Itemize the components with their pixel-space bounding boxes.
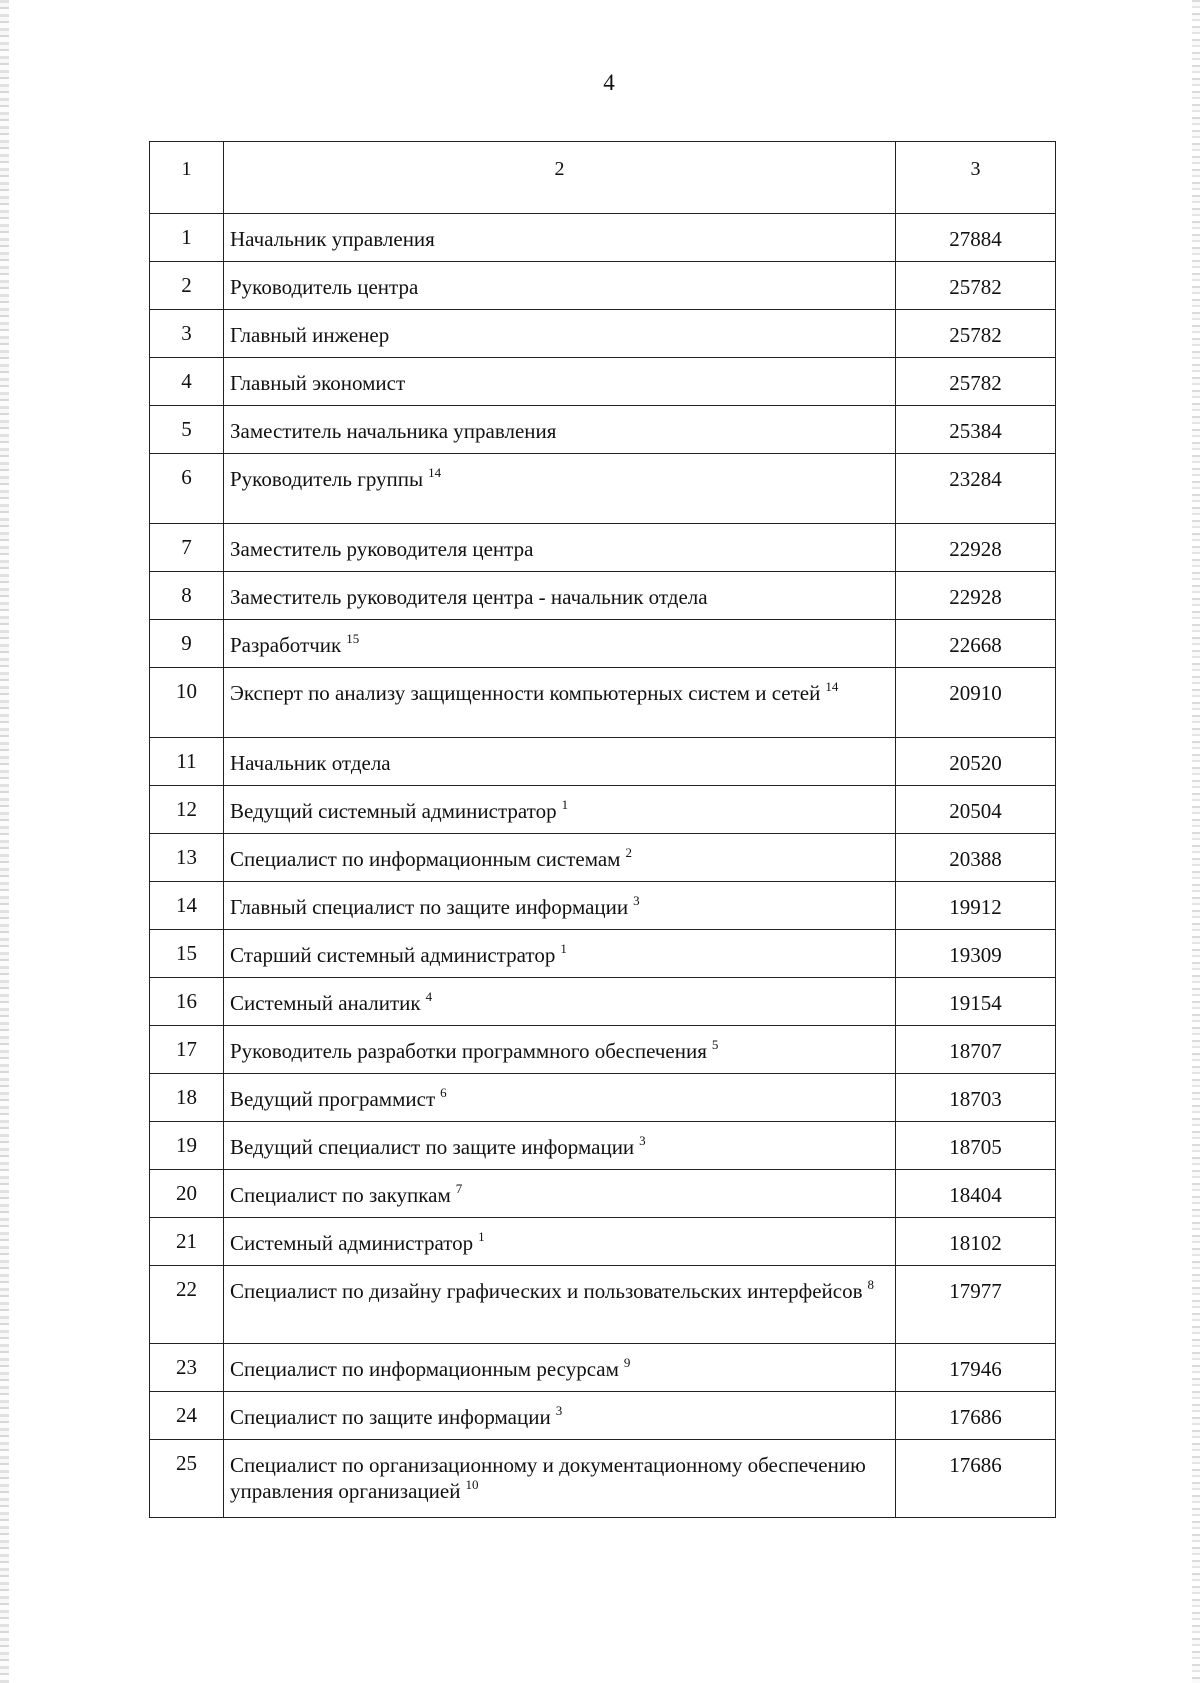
salary-value: 22928 [896, 524, 1056, 572]
row-number: 14 [150, 882, 224, 930]
table-row [150, 1170, 1056, 1218]
row-number: 17 [150, 1026, 224, 1074]
row-number: 12 [150, 786, 224, 834]
position-cell [224, 1344, 896, 1392]
position-name: Специалист по информационным ресурсам [230, 1357, 619, 1381]
footnote-marker: 15 [346, 631, 360, 646]
table-row [150, 310, 1056, 358]
position-cell [224, 882, 896, 930]
table-row [150, 978, 1056, 1026]
table-row [150, 738, 1056, 786]
row-number: 22 [150, 1266, 224, 1344]
row-number: 11 [150, 738, 224, 786]
salary-value: 20388 [896, 834, 1056, 882]
header-row [150, 142, 1056, 214]
table-row [150, 1266, 1056, 1344]
footnote-marker: 10 [465, 1477, 479, 1492]
position-name: Заместитель руководителя центра - начальник отдела [230, 585, 708, 609]
salary-value: 25782 [896, 358, 1056, 406]
footnote-marker: 2 [625, 845, 632, 860]
position-cell [224, 1122, 896, 1170]
position-name: Руководитель группы [230, 467, 424, 491]
row-number: 20 [150, 1170, 224, 1218]
table-row [150, 786, 1056, 834]
footnote-marker: 4 [425, 989, 433, 1004]
position-cell [224, 930, 896, 978]
position-cell [224, 1170, 896, 1218]
position-name: Системный администратор [230, 1231, 474, 1255]
row-number: 9 [150, 620, 224, 668]
position-cell [224, 454, 896, 524]
table-row [150, 454, 1056, 524]
position-name: Ведущий системный администратор [230, 799, 557, 823]
position-cell [224, 668, 896, 738]
footnote-marker: 1 [478, 1229, 485, 1244]
footnote-marker: 1 [560, 941, 567, 956]
table-row [150, 406, 1056, 454]
row-number: 15 [150, 930, 224, 978]
position-cell [224, 358, 896, 406]
row-number: 19 [150, 1122, 224, 1170]
table-row [150, 358, 1056, 406]
table-body [150, 142, 1056, 1518]
position-cell [224, 738, 896, 786]
position-cell [224, 1026, 896, 1074]
salary-value: 17686 [896, 1392, 1056, 1440]
salary-value: 22668 [896, 620, 1056, 668]
position-cell [224, 620, 896, 668]
salary-value: 18703 [896, 1074, 1056, 1122]
footnote-marker: 5 [711, 1037, 719, 1052]
position-cell [224, 1074, 896, 1122]
row-number: 3 [150, 310, 224, 358]
position-name: Специалист по закупкам [230, 1183, 451, 1207]
table-row [150, 668, 1056, 738]
salary-value: 23284 [896, 454, 1056, 524]
footnote-marker: 8 [867, 1277, 875, 1292]
position-name: Старший системный администратор [230, 943, 556, 967]
position-name: Главный инженер [230, 323, 390, 347]
position-cell [224, 1266, 896, 1344]
salary-value: 19154 [896, 978, 1056, 1026]
salary-value: 17946 [896, 1344, 1056, 1392]
position-cell [224, 572, 896, 620]
row-number: 16 [150, 978, 224, 1026]
position-cell [224, 406, 896, 454]
position-name: Руководитель центра [230, 275, 419, 299]
row-number: 25 [150, 1440, 224, 1518]
position-name: Разработчик [230, 633, 342, 657]
row-number: 8 [150, 572, 224, 620]
row-number: 2 [150, 262, 224, 310]
position-cell [224, 978, 896, 1026]
row-number: 18 [150, 1074, 224, 1122]
table-row [150, 882, 1056, 930]
position-name: Начальник отдела [230, 751, 391, 775]
position-cell [224, 786, 896, 834]
position-cell [224, 310, 896, 358]
salary-value: 20910 [896, 668, 1056, 738]
position-name: Специалист по организационному и документационному обеспечению управления организацией [230, 1453, 866, 1503]
footnote-marker: 3 [639, 1133, 646, 1148]
salary-value: 25782 [896, 310, 1056, 358]
scan-edge-left [0, 0, 9, 1683]
salary-value: 18404 [896, 1170, 1056, 1218]
header-col-2: 2 [224, 142, 896, 214]
table-row [150, 1440, 1056, 1518]
header-col-1: 1 [150, 142, 224, 214]
salary-value: 17977 [896, 1266, 1056, 1344]
position-cell [224, 262, 896, 310]
footnote-marker: 7 [455, 1181, 463, 1196]
position-cell [224, 214, 896, 262]
position-name: Главный специалист по защите информации [230, 895, 629, 919]
position-name: Руководитель разработки программного обеспечения [230, 1039, 707, 1063]
position-name: Начальник управления [230, 227, 435, 251]
position-name: Заместитель руководителя центра [230, 537, 534, 561]
salary-value: 19309 [896, 930, 1056, 978]
position-name: Специалист по защите информации [230, 1405, 551, 1429]
salary-value: 25782 [896, 262, 1056, 310]
footnote-marker: 3 [633, 893, 640, 908]
salary-value: 17686 [896, 1440, 1056, 1518]
row-number: 21 [150, 1218, 224, 1266]
position-name: Эксперт по анализу защищенности компьютерных систем и сетей [230, 681, 821, 705]
row-number: 5 [150, 406, 224, 454]
footnote-marker: 14 [428, 465, 442, 480]
page-number: 4 [603, 70, 615, 95]
position-cell [224, 524, 896, 572]
row-number: 10 [150, 668, 224, 738]
salary-value: 18102 [896, 1218, 1056, 1266]
footnote-marker: 1 [561, 797, 569, 812]
footnote-marker: 9 [623, 1355, 631, 1370]
table-row [150, 572, 1056, 620]
salary-value: 19912 [896, 882, 1056, 930]
position-name: Ведущий специалист по защите информации [230, 1135, 635, 1159]
position-cell [224, 1218, 896, 1266]
row-number: 7 [150, 524, 224, 572]
table-row [150, 1122, 1056, 1170]
table-row [150, 1026, 1056, 1074]
footnote-marker: 6 [440, 1085, 447, 1100]
table-row [150, 262, 1056, 310]
position-cell [224, 1392, 896, 1440]
table-row [150, 1218, 1056, 1266]
table-row [150, 1074, 1056, 1122]
salary-value: 20520 [896, 738, 1056, 786]
table-row [150, 524, 1056, 572]
position-name: Заместитель начальника управления [230, 419, 557, 443]
salary-value: 18707 [896, 1026, 1056, 1074]
position-cell [224, 834, 896, 882]
row-number: 4 [150, 358, 224, 406]
salary-value: 27884 [896, 214, 1056, 262]
row-number: 23 [150, 1344, 224, 1392]
row-number: 24 [150, 1392, 224, 1440]
position-name: Главный экономист [230, 371, 406, 395]
header-col-3: 3 [896, 142, 1056, 214]
table-row [150, 834, 1056, 882]
position-name: Специалист по дизайну графических и пользовательских интерфейсов [230, 1279, 863, 1303]
footnote-marker: 3 [555, 1403, 563, 1418]
row-number: 1 [150, 214, 224, 262]
row-number: 6 [150, 454, 224, 524]
position-name: Специалист по информационным системам [230, 847, 621, 871]
table-row [150, 1344, 1056, 1392]
table-row [150, 620, 1056, 668]
salary-value: 18705 [896, 1122, 1056, 1170]
salary-value: 25384 [896, 406, 1056, 454]
row-number: 13 [150, 834, 224, 882]
position-name: Ведущий программист [230, 1087, 436, 1111]
footnote-marker: 14 [825, 679, 839, 694]
salary-value: 22928 [896, 572, 1056, 620]
scan-edge-right [1192, 0, 1200, 1683]
salary-table [149, 141, 1056, 1518]
position-name: Системный аналитик [230, 991, 421, 1015]
table-row [150, 1392, 1056, 1440]
position-cell [224, 1440, 896, 1518]
salary-value: 20504 [896, 786, 1056, 834]
table-row [150, 214, 1056, 262]
table-row [150, 930, 1056, 978]
